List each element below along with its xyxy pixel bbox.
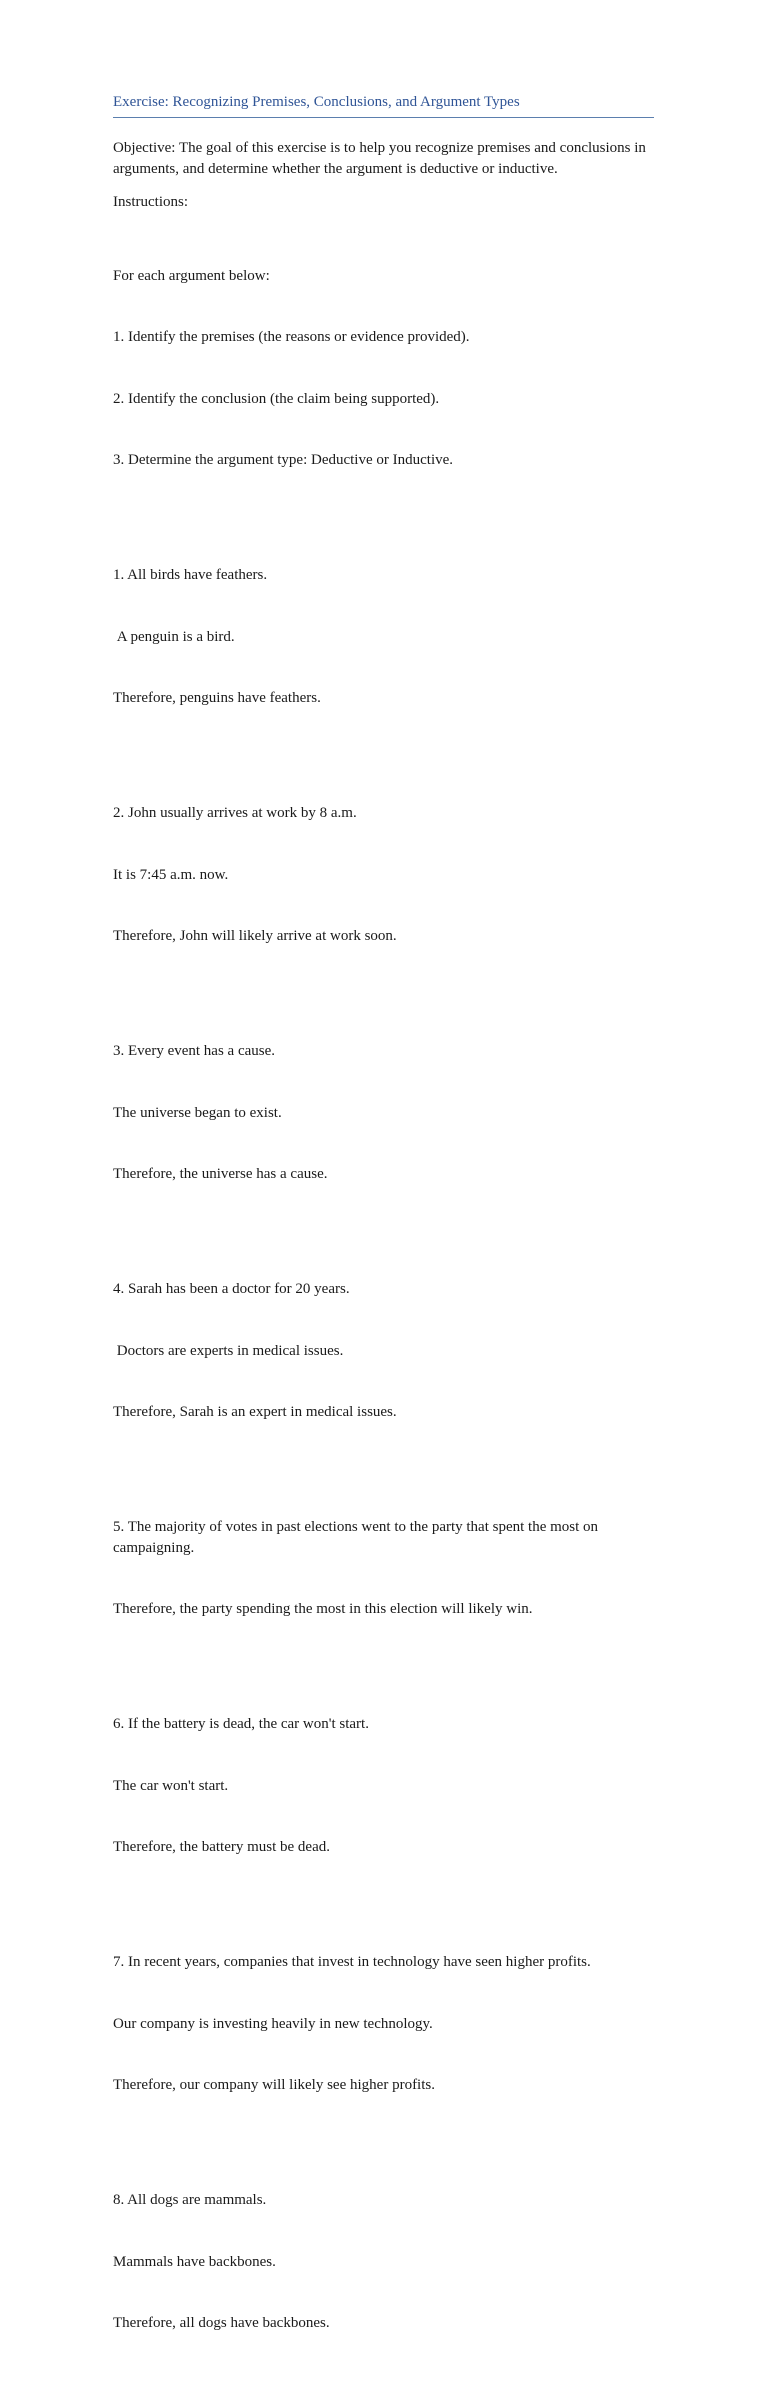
title-block [113,92,654,118]
argument-line: Therefore, John will likely arrive at work soon. [113,928,397,944]
argument-5 [113,1476,654,1661]
objective-paragraph: Objective: The goal of this exercise is to help you recognize premises and conclusions in arguments, and determine whether the argument is deductive or inductive. [113,140,650,177]
instruction-step: 3. Determine the argument type: Deductive or Inductive. [113,452,454,468]
argument-line: 6. If the battery is dead, the car won't start. [113,1716,369,1732]
argument-8 [113,2149,654,2375]
argument-1 [113,524,654,750]
argument-line: The universe began to exist. [113,1104,282,1121]
instructions-heading: Instructions: [113,193,188,210]
argument-line: Our company is investing heavily in new technology. [113,2015,433,2032]
argument-line: 8. All dogs are mammals. [113,2192,267,2208]
argument-line: It is 7:45 a.m. now. [113,866,229,883]
argument-line: The car won't start. [113,1777,229,1794]
argument-line: Therefore, the battery must be dead. [113,1839,330,1855]
argument-3 [113,1000,654,1226]
argument-line: Mammals have backbones. [113,2253,276,2270]
argument-line: 5. The majority of votes in past elections went to the party that spent the most on campaigning. [113,1519,602,1556]
argument-7 [113,1911,654,2137]
argument-line: Therefore, penguins have feathers. [113,690,321,706]
instruction-step: 1. Identify the premises (the reasons or evidence provided). [113,329,470,345]
argument-4 [113,1238,654,1464]
argument-6 [113,1673,654,1899]
argument-line: 2. John usually arrives at work by 8 a.m. [113,805,357,821]
document-title: Exercise: Recognizing Premises, Conclusions, and Argument Types [113,94,520,110]
argument-line: 1. All birds have feathers. [113,567,268,583]
instructions-list [113,225,654,512]
argument-line: Therefore, all dogs have backbones. [113,2315,330,2331]
argument-line: Therefore, the party spending the most in this election will likely win. [113,1601,533,1617]
argument-line: A penguin is a bird. [113,628,235,645]
argument-line: Therefore, Sarah is an expert in medical issues. [113,1404,397,1420]
argument-line: Therefore, our company will likely see higher profits. [113,2077,435,2093]
argument-2 [113,762,654,988]
argument-line: Therefore, the universe has a cause. [113,1166,328,1182]
instruction-step: 2. Identify the conclusion (the claim being supported). [113,390,440,407]
instructions-intro: For each argument below: [113,267,270,284]
document-page [113,92,654,2387]
argument-line: 7. In recent years, companies that invest in technology have seen higher profits. [113,1954,591,1970]
argument-line: 4. Sarah has been a doctor for 20 years. [113,1281,350,1297]
argument-line: Doctors are experts in medical issues. [113,1342,344,1359]
argument-line: 3. Every event has a cause. [113,1043,276,1059]
